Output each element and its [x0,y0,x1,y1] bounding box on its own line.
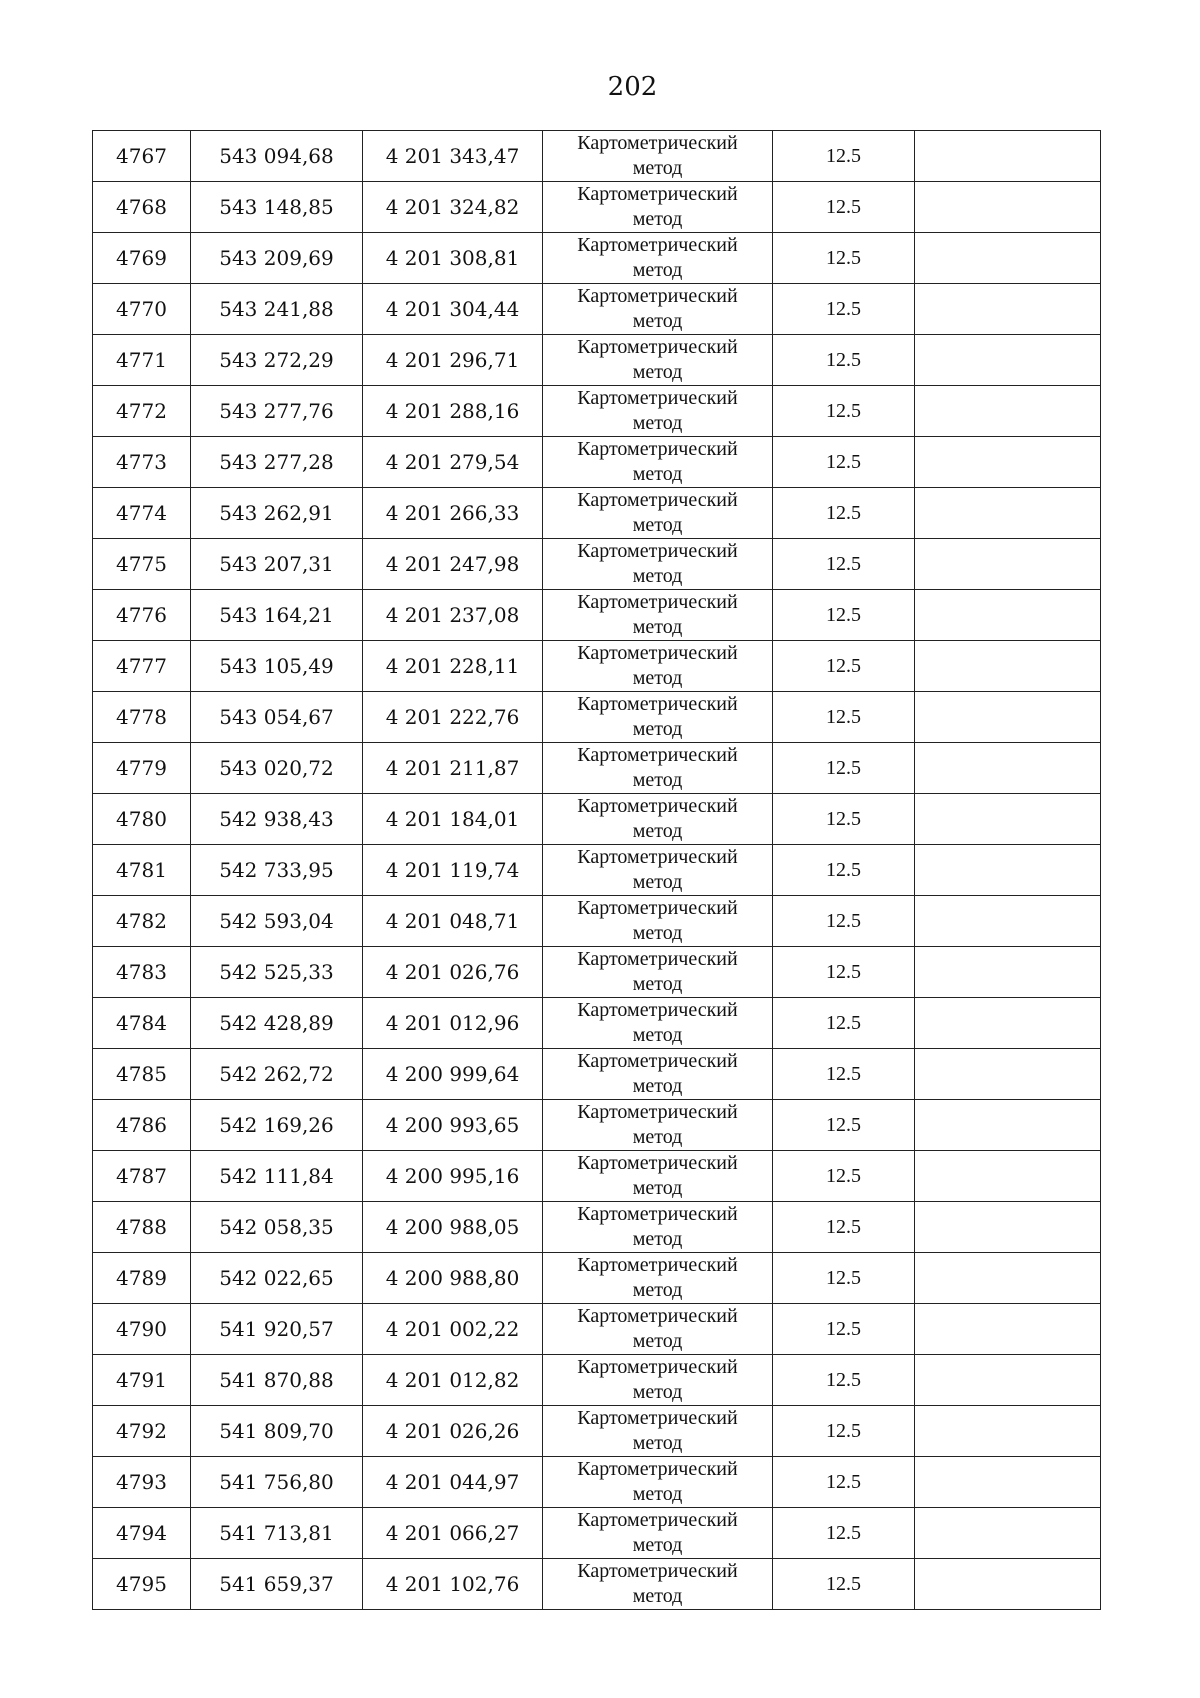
method-label-line1: Картометрический [577,948,738,970]
method-label-line2: метод [632,973,683,995]
note-cell [915,1049,1101,1100]
table-row [93,590,1101,641]
accuracy-cell: 12.5 [773,1508,915,1559]
method-label-line1: Картометрический [577,999,738,1021]
method-label-line2: метод [632,1330,683,1352]
method-label-line1: Картометрический [577,336,738,358]
point-number-cell: 4782 [93,896,191,947]
method-label-line1: Картометрический [577,489,738,511]
method-cell [543,845,773,896]
method-cell [543,896,773,947]
point-number-cell: 4792 [93,1406,191,1457]
method-cell [543,1304,773,1355]
table-body [93,131,1101,1610]
x-coordinate-cell: 541 659,37 [191,1559,363,1610]
y-coordinate-cell: 4 201 296,71 [363,335,543,386]
note-cell [915,233,1101,284]
note-cell [915,1151,1101,1202]
x-coordinate-cell: 542 111,84 [191,1151,363,1202]
table-row [93,1100,1101,1151]
method-cell [543,1100,773,1151]
method-cell [543,131,773,182]
point-number-cell: 4773 [93,437,191,488]
accuracy-cell: 12.5 [773,1100,915,1151]
accuracy-cell: 12.5 [773,233,915,284]
note-cell [915,590,1101,641]
table-row [93,1304,1101,1355]
x-coordinate-cell: 543 148,85 [191,182,363,233]
table-row [93,794,1101,845]
y-coordinate-cell: 4 201 324,82 [363,182,543,233]
method-label-line1: Картометрический [577,387,738,409]
method-label-line1: Картометрический [577,1356,738,1378]
note-cell [915,437,1101,488]
accuracy-cell: 12.5 [773,1406,915,1457]
x-coordinate-cell: 542 593,04 [191,896,363,947]
point-number-cell: 4790 [93,1304,191,1355]
accuracy-cell: 12.5 [773,947,915,998]
table-row [93,1151,1101,1202]
method-cell [543,335,773,386]
point-number-cell: 4789 [93,1253,191,1304]
method-label-line2: метод [632,1075,683,1097]
note-cell [915,1304,1101,1355]
accuracy-cell: 12.5 [773,1253,915,1304]
accuracy-cell: 12.5 [773,641,915,692]
method-label-line1: Картометрический [577,183,738,205]
point-number-cell: 4778 [93,692,191,743]
method-label-line2: метод [632,1381,683,1403]
table-row [93,641,1101,692]
x-coordinate-cell: 543 207,31 [191,539,363,590]
accuracy-cell: 12.5 [773,335,915,386]
table-row [93,131,1101,182]
method-label-line2: метод [632,1432,683,1454]
x-coordinate-cell: 542 525,33 [191,947,363,998]
y-coordinate-cell: 4 201 102,76 [363,1559,543,1610]
accuracy-cell: 12.5 [773,998,915,1049]
accuracy-cell: 12.5 [773,1151,915,1202]
x-coordinate-cell: 543 105,49 [191,641,363,692]
y-coordinate-cell: 4 201 012,96 [363,998,543,1049]
x-coordinate-cell: 542 428,89 [191,998,363,1049]
note-cell [915,1406,1101,1457]
method-cell [543,1457,773,1508]
accuracy-cell: 12.5 [773,488,915,539]
method-label-line1: Картометрический [577,1509,738,1531]
point-number-cell: 4769 [93,233,191,284]
x-coordinate-cell: 542 733,95 [191,845,363,896]
method-label-line2: метод [632,1279,683,1301]
accuracy-cell: 12.5 [773,131,915,182]
method-label-line2: метод [632,769,683,791]
method-cell [543,641,773,692]
coordinates-table [92,130,1101,1610]
y-coordinate-cell: 4 200 995,16 [363,1151,543,1202]
method-label-line1: Картометрический [577,1458,738,1480]
method-label-line2: метод [632,871,683,893]
table-row [93,335,1101,386]
method-label-line1: Картометрический [577,132,738,154]
note-cell [915,998,1101,1049]
method-label-line1: Картометрический [577,846,738,868]
y-coordinate-cell: 4 201 228,11 [363,641,543,692]
y-coordinate-cell: 4 201 184,01 [363,794,543,845]
y-coordinate-cell: 4 201 343,47 [363,131,543,182]
method-cell [543,692,773,743]
note-cell [915,488,1101,539]
y-coordinate-cell: 4 201 012,82 [363,1355,543,1406]
table-row [93,1253,1101,1304]
x-coordinate-cell: 543 241,88 [191,284,363,335]
x-coordinate-cell: 543 277,28 [191,437,363,488]
note-cell [915,182,1101,233]
table-row [93,437,1101,488]
table-row [93,233,1101,284]
note-cell [915,1559,1101,1610]
y-coordinate-cell: 4 200 988,05 [363,1202,543,1253]
note-cell [915,743,1101,794]
y-coordinate-cell: 4 201 002,22 [363,1304,543,1355]
table-row [93,539,1101,590]
note-cell [915,1202,1101,1253]
y-coordinate-cell: 4 201 237,08 [363,590,543,641]
method-label-line2: метод [632,667,683,689]
method-label-line2: метод [632,820,683,842]
x-coordinate-cell: 542 938,43 [191,794,363,845]
accuracy-cell: 12.5 [773,1457,915,1508]
point-number-cell: 4781 [93,845,191,896]
point-number-cell: 4791 [93,1355,191,1406]
accuracy-cell: 12.5 [773,1049,915,1100]
note-cell [915,284,1101,335]
table-row [93,998,1101,1049]
note-cell [915,947,1101,998]
point-number-cell: 4786 [93,1100,191,1151]
method-label-line2: метод [632,616,683,638]
x-coordinate-cell: 543 272,29 [191,335,363,386]
note-cell [915,1457,1101,1508]
accuracy-cell: 12.5 [773,896,915,947]
method-label-line1: Картометрический [577,744,738,766]
method-cell [543,1202,773,1253]
note-cell [915,794,1101,845]
method-label-line1: Картометрический [577,1407,738,1429]
method-label-line2: метод [632,1585,683,1607]
method-cell [543,233,773,284]
y-coordinate-cell: 4 201 247,98 [363,539,543,590]
method-label-line1: Картометрический [577,642,738,664]
y-coordinate-cell: 4 201 288,16 [363,386,543,437]
table-row [93,743,1101,794]
method-label-line1: Картометрический [577,795,738,817]
method-label-line1: Картометрический [577,1560,738,1582]
point-number-cell: 4784 [93,998,191,1049]
accuracy-cell: 12.5 [773,1202,915,1253]
table-row [93,1202,1101,1253]
note-cell [915,641,1101,692]
y-coordinate-cell: 4 200 993,65 [363,1100,543,1151]
method-cell [543,1253,773,1304]
accuracy-cell: 12.5 [773,590,915,641]
page-number: 202 [607,72,658,102]
x-coordinate-cell: 543 277,76 [191,386,363,437]
note-cell [915,539,1101,590]
point-number-cell: 4771 [93,335,191,386]
method-label-line2: метод [632,1126,683,1148]
method-cell [543,539,773,590]
y-coordinate-cell: 4 201 066,27 [363,1508,543,1559]
note-cell [915,386,1101,437]
point-number-cell: 4788 [93,1202,191,1253]
x-coordinate-cell: 543 262,91 [191,488,363,539]
method-label-line2: метод [632,922,683,944]
table-row [93,896,1101,947]
note-cell [915,1508,1101,1559]
accuracy-cell: 12.5 [773,437,915,488]
method-label-line1: Картометрический [577,1050,738,1072]
method-cell [543,1508,773,1559]
method-label-line2: метод [632,1534,683,1556]
method-cell [543,488,773,539]
method-label-line2: метод [632,259,683,281]
accuracy-cell: 12.5 [773,692,915,743]
method-label-line2: метод [632,361,683,383]
x-coordinate-cell: 543 164,21 [191,590,363,641]
accuracy-cell: 12.5 [773,182,915,233]
method-cell [543,1559,773,1610]
y-coordinate-cell: 4 201 044,97 [363,1457,543,1508]
method-cell [543,437,773,488]
method-label-line2: метод [632,1483,683,1505]
method-label-line2: метод [632,514,683,536]
x-coordinate-cell: 542 022,65 [191,1253,363,1304]
x-coordinate-cell: 542 262,72 [191,1049,363,1100]
method-label-line1: Картометрический [577,1152,738,1174]
point-number-cell: 4767 [93,131,191,182]
x-coordinate-cell: 543 209,69 [191,233,363,284]
method-label-line1: Картометрический [577,1254,738,1276]
accuracy-cell: 12.5 [773,539,915,590]
method-cell [543,947,773,998]
accuracy-cell: 12.5 [773,284,915,335]
method-cell [543,794,773,845]
method-label-line2: метод [632,1024,683,1046]
method-cell [543,1406,773,1457]
y-coordinate-cell: 4 201 279,54 [363,437,543,488]
method-label-line1: Картометрический [577,540,738,562]
y-coordinate-cell: 4 201 026,76 [363,947,543,998]
point-number-cell: 4772 [93,386,191,437]
y-coordinate-cell: 4 201 266,33 [363,488,543,539]
x-coordinate-cell: 543 054,67 [191,692,363,743]
table-row [93,182,1101,233]
method-label-line2: метод [632,412,683,434]
point-number-cell: 4776 [93,590,191,641]
method-cell [543,743,773,794]
x-coordinate-cell: 542 058,35 [191,1202,363,1253]
method-cell [543,386,773,437]
accuracy-cell: 12.5 [773,386,915,437]
point-number-cell: 4777 [93,641,191,692]
y-coordinate-cell: 4 200 988,80 [363,1253,543,1304]
x-coordinate-cell: 543 020,72 [191,743,363,794]
y-coordinate-cell: 4 201 026,26 [363,1406,543,1457]
table-row [93,1559,1101,1610]
method-label-line1: Картометрический [577,897,738,919]
y-coordinate-cell: 4 201 222,76 [363,692,543,743]
method-cell [543,284,773,335]
point-number-cell: 4785 [93,1049,191,1100]
method-label-line1: Картометрический [577,285,738,307]
method-label-line2: метод [632,565,683,587]
table-row [93,284,1101,335]
note-cell [915,335,1101,386]
table-row [93,1457,1101,1508]
x-coordinate-cell: 541 713,81 [191,1508,363,1559]
y-coordinate-cell: 4 201 048,71 [363,896,543,947]
table-row [93,947,1101,998]
method-label-line2: метод [632,157,683,179]
note-cell [915,1100,1101,1151]
method-cell [543,1151,773,1202]
method-label-line2: метод [632,463,683,485]
table-row [93,692,1101,743]
method-label-line2: метод [632,1177,683,1199]
point-number-cell: 4780 [93,794,191,845]
method-cell [543,590,773,641]
y-coordinate-cell: 4 201 119,74 [363,845,543,896]
method-label-line1: Картометрический [577,234,738,256]
table-row [93,1355,1101,1406]
method-label-line1: Картометрический [577,591,738,613]
method-label-line2: метод [632,718,683,740]
x-coordinate-cell: 541 809,70 [191,1406,363,1457]
method-label-line1: Картометрический [577,693,738,715]
method-label-line1: Картометрический [577,1101,738,1123]
method-cell [543,1049,773,1100]
point-number-cell: 4775 [93,539,191,590]
y-coordinate-cell: 4 201 308,81 [363,233,543,284]
accuracy-cell: 12.5 [773,794,915,845]
x-coordinate-cell: 542 169,26 [191,1100,363,1151]
point-number-cell: 4779 [93,743,191,794]
point-number-cell: 4783 [93,947,191,998]
x-coordinate-cell: 541 870,88 [191,1355,363,1406]
method-cell [543,182,773,233]
table-row [93,1406,1101,1457]
note-cell [915,1253,1101,1304]
accuracy-cell: 12.5 [773,1559,915,1610]
point-number-cell: 4768 [93,182,191,233]
point-number-cell: 4770 [93,284,191,335]
accuracy-cell: 12.5 [773,1304,915,1355]
method-label-line1: Картометрический [577,1203,738,1225]
table-row [93,1508,1101,1559]
method-label-line2: метод [632,310,683,332]
y-coordinate-cell: 4 201 211,87 [363,743,543,794]
table-row [93,1049,1101,1100]
point-number-cell: 4795 [93,1559,191,1610]
method-label-line2: метод [632,208,683,230]
x-coordinate-cell: 541 920,57 [191,1304,363,1355]
y-coordinate-cell: 4 201 304,44 [363,284,543,335]
accuracy-cell: 12.5 [773,845,915,896]
y-coordinate-cell: 4 200 999,64 [363,1049,543,1100]
method-cell [543,998,773,1049]
point-number-cell: 4793 [93,1457,191,1508]
point-number-cell: 4774 [93,488,191,539]
note-cell [915,131,1101,182]
note-cell [915,845,1101,896]
method-label-line1: Картометрический [577,438,738,460]
method-label-line2: метод [632,1228,683,1250]
x-coordinate-cell: 541 756,80 [191,1457,363,1508]
table-row [93,488,1101,539]
table-row [93,386,1101,437]
method-label-line1: Картометрический [577,1305,738,1327]
accuracy-cell: 12.5 [773,1355,915,1406]
point-number-cell: 4794 [93,1508,191,1559]
accuracy-cell: 12.5 [773,743,915,794]
note-cell [915,1355,1101,1406]
x-coordinate-cell: 543 094,68 [191,131,363,182]
note-cell [915,692,1101,743]
table-row [93,845,1101,896]
note-cell [915,896,1101,947]
point-number-cell: 4787 [93,1151,191,1202]
method-cell [543,1355,773,1406]
